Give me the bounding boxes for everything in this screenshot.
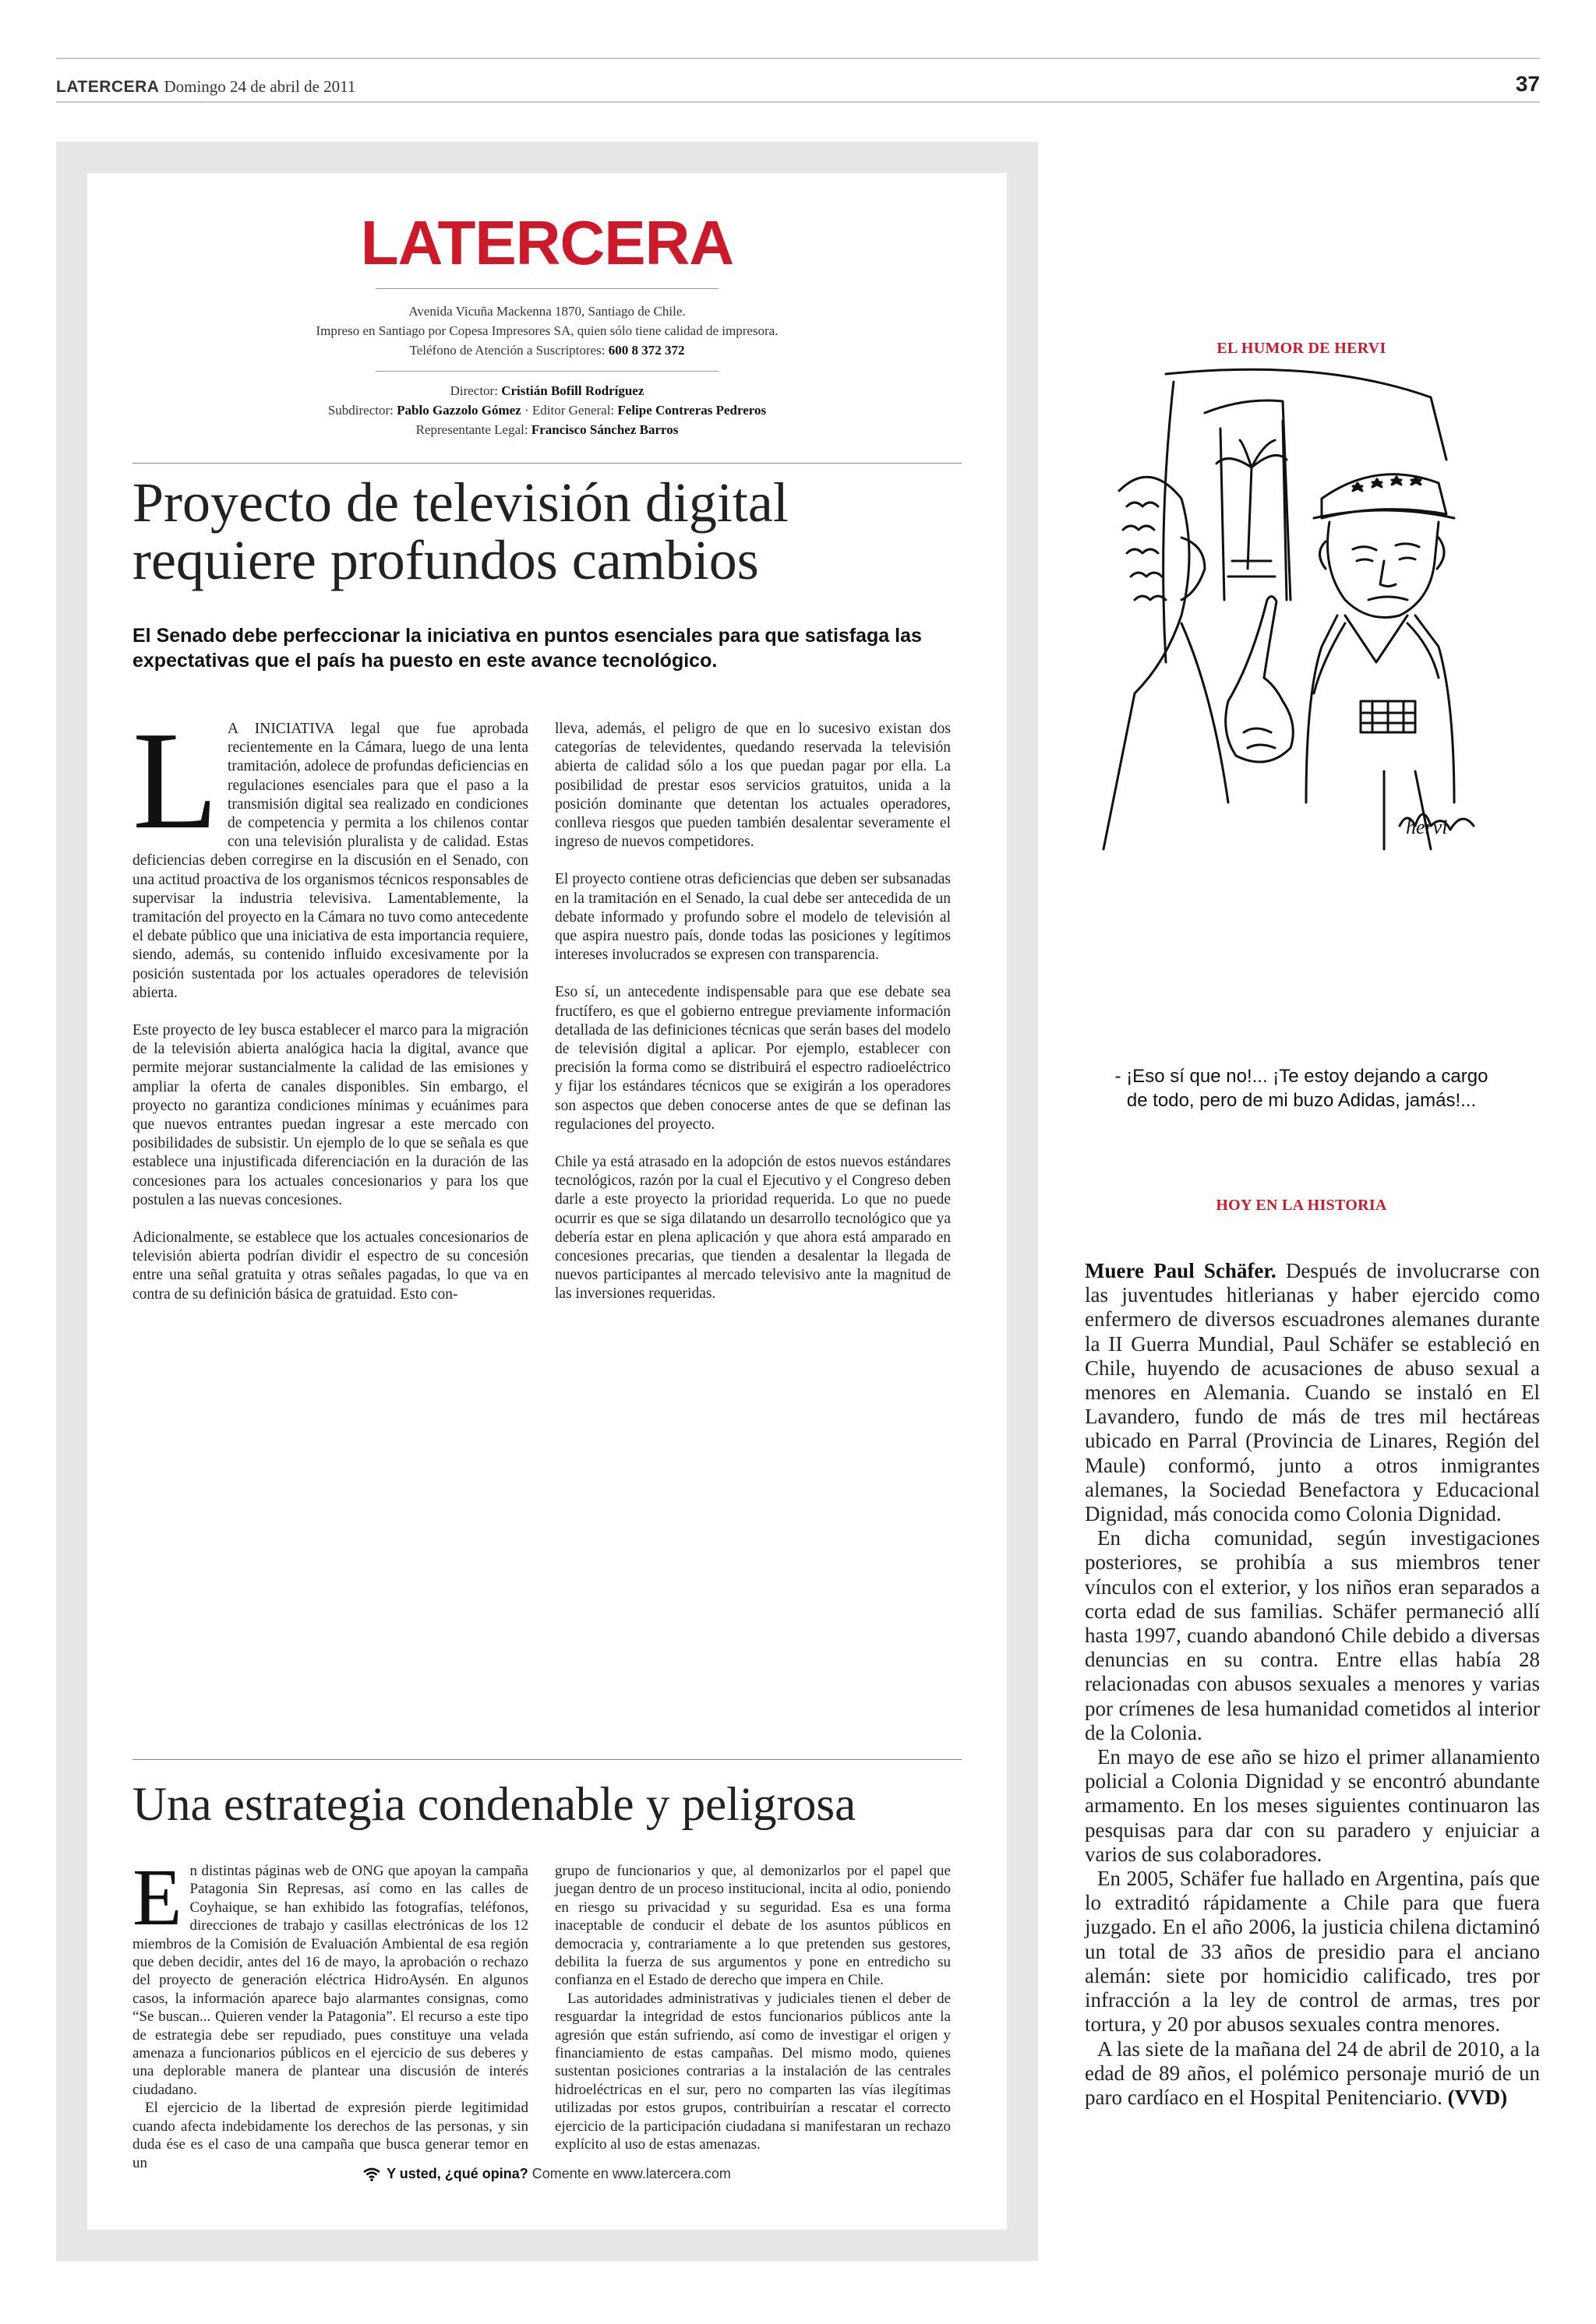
legal-line [87, 420, 1007, 439]
newspaper-logo: LATERCERA [360, 208, 734, 277]
history-paragraph [1085, 2037, 1540, 2111]
editorial-2-paragraph: El ejercicio de la libertad de expresión pierde legitimidad cuando afecta indebidamente los derechos de las personas, y sin duda ése es el caso de una campaña que busca generar temor en un [132, 2100, 528, 2171]
editorial-2-paragraph [132, 1853, 528, 2099]
editorial-1-paragraph: Este proyecto de ley busca establecer el marco para la migración de la televisión abierta analógica hacia la digital, avance que permite mejorar sustancialmente la calidad de las emisiones y ampliar la oferta de canales disponibles. Sin embargo, el proyecto no garantiza condiciones mínimas y ecuánimes para que nuevos entrantes puedan ingresar a este mercado con posibilidades de subsistir. Un ejemplo de lo que se señala es que establece una injustificada diferenciación en la duración de las concesiones para los actuales concesionarios y para los que postulen a las nuevas concesiones. [132, 1022, 528, 1208]
editorial-1-paragraph: Eso sí, un antecedente indispensable para que ese debate sea fructífero, es que el gobierno entregue previamente información detallada de las definiciones técnicas que serán bases del modelo de televisión digital a aplicar. Por ejemplo, establecer con precisión la forma como se distribuirá el espectro radioeléctrico y fijar los estándares técnicos que se exigirán a los operadores son aspectos que deben conocerse antes de que se definan las regulaciones del proyecto. [555, 984, 951, 1133]
editorial-2-paragraph: Las autoridades administrativas y judiciales tienen el deber de resguardar la integridad de estos funcionarios públicos ante la agresión que están sufriendo, así como de investigar el origen y financiamiento de estas campañas. Del mismo modo, quienes sustentan posiciones contrarias a la instalación de las centrales hidroeléctricas en el sur, pero no comparten las vías ilegítimas utilizadas por estos grupos, contribuirían a rescatar el correcto ejercicio de la participación ciudadana si manifestaran un rechazo explícito al uso de estas amenazas. [555, 1990, 951, 2153]
drop-cap: E [132, 1853, 182, 1942]
editorial-1-deck: El Senado debe perfeccionar la iniciativa en puntos esenciales para que satisfaga las expectativas que el país ha puesto en este avance tecnológico. [132, 625, 922, 672]
history-section-label: HOY EN LA HISTORIA [1216, 1197, 1387, 1214]
masthead-rule-2 [376, 371, 719, 372]
wifi-icon [363, 2167, 380, 2181]
subdirector-label: Subdirector: [327, 403, 394, 418]
header-date: Domingo 24 de abril de 2011 [164, 77, 356, 96]
phone-label: Teléfono de Atención a Suscriptores: [409, 343, 606, 358]
director-label: Director: [450, 383, 498, 398]
page-number: 37 [1515, 72, 1540, 96]
editorial-2-column-1 [132, 1853, 528, 2172]
masthead-rule [376, 288, 719, 289]
editorial-1-headline: Proyecto de televisión digital requiere profundos cambios [132, 471, 789, 591]
humor-section-label: EL HUMOR DE HERVI [1216, 340, 1386, 357]
masthead-address: Avenida Vicuña Mackenna 1870, Santiago de Chile. [408, 304, 686, 319]
legal-name: Francisco Sánchez Barros [531, 422, 679, 437]
editorial-1-paragraph: lleva, además, el peligro de que en lo sucesivo existan dos categorías de televidentes, quedando reservada la televisión abierta de calidad sólo a los que puedan pagar por ella. La posibilidad de prestar esos servicios gratuitos, unida a la posición dominante que detentan los actuales operadores, conlleva riesgos que pueden también desalentar severamente el ingreso de nuevos competidores. [555, 721, 951, 851]
director-line [87, 381, 1007, 400]
phone-number: 600 8 372 372 [608, 343, 685, 358]
editor-name: Felipe Contreras Pedreros [617, 403, 767, 418]
paragraph-text: n distintas páginas web de ONG que apoyan la campaña Patagonia Sin Represas, así como en las calles de Coyhaique, se han exhibido las fotografías, teléfonos, direcciones de trabajo y casillas electrónicas de los 12 miembros de la Comisión de Evaluación Ambiental de esa región que deben decidir, antes del 16 de mayo, la aprobación o rechazo del proyecto de generación eléctrica HidroAysén. En algunos casos, la información aparece bajo alarmantes consignas, como “Se buscan... Quieren vender la Patagonia”. El recurso a este tipo de estrategia debe ser repudiado, pues constituye una velada amenaza a funcionarios públicos en el ejercicio de sus deberes y una deplorable manera de plantear una discusión de interés ciudadano. [132, 1863, 528, 2098]
drop-cap: L [132, 703, 218, 858]
caption-line-1: - ¡Eso sí que no!... ¡Te estoy dejando a cargo [1114, 1066, 1488, 1087]
editorial-1-paragraph: El proyecto contiene otras deficiencias que deben ser subsanadas en la tramitación en el Senado, la cual debe ser antecedida de un debate informado y profundo sobre el modelo de televisión al que aspira nuestro país, donde todas las posiciones y legítimos intereses involucrados se expresen con transparencia. [555, 871, 951, 964]
editorial-2-paragraph: grupo de funcionarios y que, al demonizarlos por el papel que juegan dentro de un proceso institucional, incita al odio, poniendo en riesgo su privacidad y su seguridad. Esa es una forma inaceptable de conducir el debate de los asuntos públicos en democracia y, contrariamente a lo que pretenden sus gestores, debilita la fuerza de sus argumentos y pone en entredicho su confianza en el Estado de derecho que impera en Chile. [555, 1863, 951, 1989]
editorial-1-column-1 [132, 703, 528, 1323]
editorial-1-paragraph: Adicionalmente, se establece que los actuales concesionarios de televisión abierta podrían dividir el espectro de su concesión entre una señal gratuita y otras señales pagadas, lo que va en contra de su definición básica de gratuidad. Esto con- [132, 1229, 528, 1303]
page-header [56, 65, 1540, 97]
comment-cta[interactable] [87, 2166, 1007, 2182]
comment-prompt: Y usted, ¿qué opina? [387, 2166, 528, 2181]
caption-line-2: de todo, pero de mi buzo Adidas, jamás!... [1126, 1090, 1477, 1111]
director-name: Cristián Bofill Rodríguez [501, 383, 644, 398]
editorial-2-column-2 [555, 1862, 951, 2154]
editorial-2-headline: Una estrategia condenable y peligrosa [132, 1779, 856, 1831]
history-paragraph: En 2005, Schäfer fue hallado en Argentina, país que lo extraditó rápidamente a Chile para que fuera juzgado. En el año 2006, la justicia chilena dictaminó un total de 33 años de presidio para el anciano alemán: siete por homicidio calificado, tres por infracción a la ley de control de armas, tres por tortura, y 20 por abusos sexuales contra menores. [1085, 1867, 1540, 2037]
editorial-1-paragraph [132, 703, 528, 1003]
cartoon-caption [1085, 1064, 1518, 1113]
history-paragraph [1085, 1259, 1540, 1526]
masthead-printer: Impreso en Santiago por Copesa Impresores SA, quien sólo tiene calidad de impresora. [316, 323, 779, 338]
editor-label: · Editor General: [524, 403, 615, 418]
editorial-1-column-2 [555, 720, 951, 1323]
masthead-phone-line [87, 340, 1007, 360]
legal-label: Representante Legal: [415, 422, 528, 437]
subdirector-name: Pablo Gazzolo Gómez [397, 403, 521, 418]
editorial-1-paragraph: Chile ya está atrasado en la adopción de estos nuevos estándares tecnológicos, razón por la cual el Ejecutivo y el Congreso deben darle a este proyecto la prioridad requerida. Lo que no puede ocurrir es que se siga dilatando un desarrollo tecnológico que ya debería estar en plena aplicación y que ahora está amparado en concesiones precarias, que tienden a desalentar la llegada de nuevos participantes al mercado televisivo ante la magnitud de las inversiones requeridas. [555, 1154, 951, 1303]
paragraph-text: A las siete de la mañana del 24 de abril de 2010, a la edad de 89 años, el polémico personaje murió de un paro cardíaco en el Hospital Penitenciario. [1085, 2037, 1540, 2109]
comment-link[interactable]: Comente en www.latercera.com [531, 2166, 731, 2181]
top-rule [56, 58, 1540, 59]
header-rule [56, 101, 1540, 103]
editorial-section [56, 142, 1038, 2261]
subdirector-line [87, 400, 1007, 420]
section-rule-1 [132, 463, 962, 464]
paragraph-text: A INICIATIVA legal que fue aprobada recientemente en la Cámara, luego de una lenta tramitación, adolece de profundas deficiencias en regulaciones esenciales para que el paso a la transmisión digital sea realizado en condiciones de competencia y permita a los chilenos contar con una televisión pluralista y de calidad. Estas deficiencias deben corregirse en la discusión en el Senado, con una actitud proactiva de los organismos técnicos responsables de supervisar la industria televisiva. Lamentablemente, la tramitación del proyecto en la Cámara no tuvo como antecedente el debate público que una iniciativa de esta importancia requiere, siendo, además, su contenido influido excesivamente por la posición sustentada por los actuales operadores de televisión abierta. [132, 721, 528, 1001]
masthead [87, 208, 1007, 439]
history-lead: Muere Paul Schäfer. [1085, 1259, 1276, 1282]
cartoon-illustration [1088, 366, 1493, 1036]
cartoon-signature: hervi [1406, 816, 1448, 838]
header-left [56, 77, 355, 97]
history-signature: (VVD) [1447, 2085, 1508, 2109]
paragraph-text: Después de involucrarse con las juventudes hitlerianas y haber ejercido como enfermero de diversos escuadrones alemanes durante la II Guerra Mundial, Paul Schäfer se estableció en Chile, huyendo de acusaciones de abuso sexual a menores en Alemania. Cuando se instaló en El Lavandero, fundo de más de tres mil hectáreas ubicado en Parral (Provincia de Linares, Región del Maule) conformó, junto a otros inmigrantes alemanes, la Sociedad Benefactora y Educacional Dignidad, más conocida como Colonia Dignidad. [1085, 1259, 1540, 1526]
editorial-paper [87, 173, 1007, 2230]
history-paragraph: En mayo de ese año se hizo el primer allanamiento policial a Colonia Dignidad y se encontró abundante armamento. En los meses siguientes continuaron las pesquisas para dar con su paradero y enjuiciar a varios de sus colaboradores. [1085, 1745, 1540, 1866]
history-article [1085, 1259, 1540, 2110]
header-brand: LATERCERA [56, 78, 160, 96]
history-paragraph: En dicha comunidad, según investigaciones posteriores, se prohibía a sus miembros tener vínculos con el exterior, y los niños eran separados a corta edad de sus familias. Schäfer permaneció allí hasta 1997, cuando abandonó Chile debido a diversas denuncias en su contra. Entre ellas había 28 relacionadas con abusos sexuales a menores y varias por crímenes de lesa humanidad cometidos al interior de la Colonia. [1085, 1526, 1540, 1744]
section-rule-2 [132, 1759, 962, 1760]
